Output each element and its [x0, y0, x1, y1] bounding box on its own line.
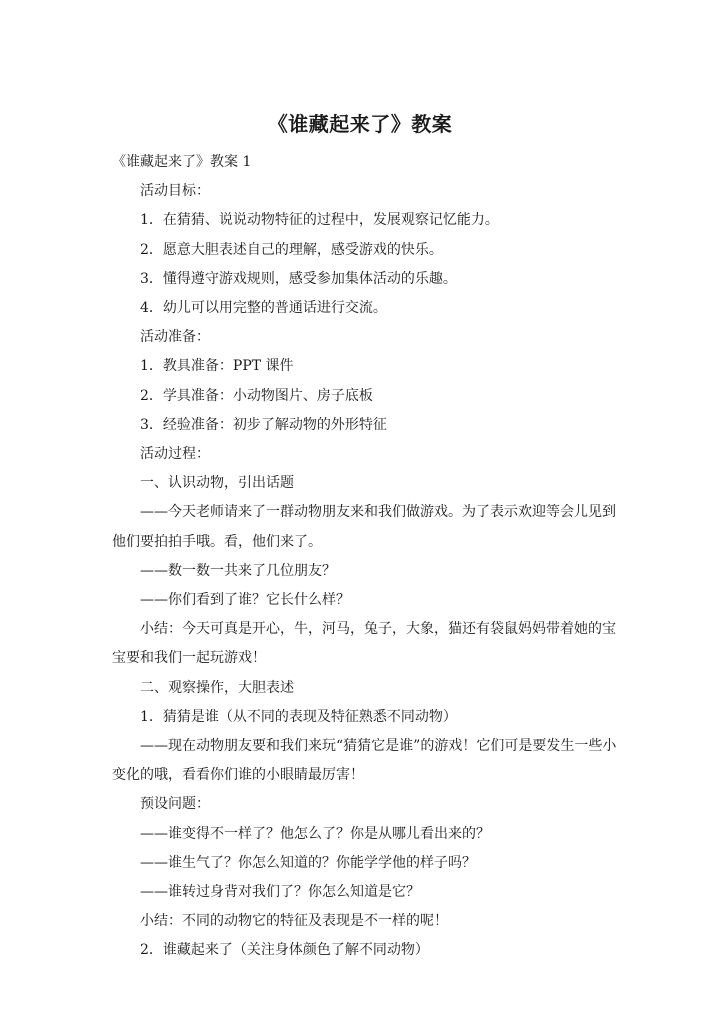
document-title: 《谁藏起来了》教案: [267, 112, 453, 136]
paragraph: 3．懂得遵守游戏规则，感受参加集体活动的乐趣。: [140, 270, 457, 287]
paragraph: 2．学具准备：小动物图片、房子底板: [140, 387, 373, 404]
paragraph: 活动过程：: [140, 446, 210, 463]
paragraph: 一、认识动物，引出话题: [140, 475, 294, 492]
paragraph: 《谁藏起来了》教案 1: [112, 154, 252, 170]
paragraph: 小结：不同的动物它的特征及表现是不一样的呢！: [140, 913, 448, 930]
paragraph: ——现在动物朋友要和我们来玩“猜猜它是谁”的游戏！它们可是要发生一些小变化的哦，看看你们谁的小眼睛最厉害！: [112, 738, 617, 784]
paragraph: ——谁转过身背对我们了？你怎么知道是它？: [140, 884, 420, 901]
document-body: [112, 148, 620, 966]
paragraph: 4．幼儿可以用完整的普通话进行交流。: [140, 300, 387, 317]
paragraph: 活动目标：: [140, 183, 210, 200]
paragraph: 2．愿意大胆表述自己的理解，感受游戏的快乐。: [140, 241, 443, 258]
paragraph: 二、观察操作，大胆表述: [140, 679, 294, 696]
paragraph: ——你们看到了谁？它长什么样？: [140, 592, 350, 609]
paragraph: ——谁变得不一样了？他怎么了？你是从哪儿看出来的？: [140, 825, 490, 842]
paragraph: ——数一数一共来了几位朋友？: [140, 562, 336, 579]
paragraph: ——谁生气了？你怎么知道的？你能学学他的样子吗？: [140, 854, 476, 871]
paragraph: 小结：今天可真是开心，牛，河马，兔子，大象，猫还有袋鼠妈妈带着她的宝宝要和我们一起玩游戏！: [112, 621, 616, 667]
paragraph: 活动准备：: [140, 329, 210, 346]
paragraph: 1．在猜猜、说说动物特征的过程中，发展观察记忆能力。: [140, 212, 499, 229]
paragraph: 1．猜猜是谁（从不同的表现及特征熟悉不同动物）: [140, 708, 457, 725]
paragraph: 预设问题：: [140, 796, 210, 813]
paragraph: 2．谁藏起来了（关注身体颜色了解不同动物）: [140, 942, 429, 959]
paragraph: 3．经验准备：初步了解动物的外形特征: [140, 416, 387, 433]
paragraph: ——今天老师请来了一群动物朋友来和我们做游戏。为了表示欢迎等会儿见到他们要拍拍手哦。看，他们来了。: [112, 504, 616, 550]
paragraph: 1．教具准备：PPT 课件: [140, 358, 294, 375]
